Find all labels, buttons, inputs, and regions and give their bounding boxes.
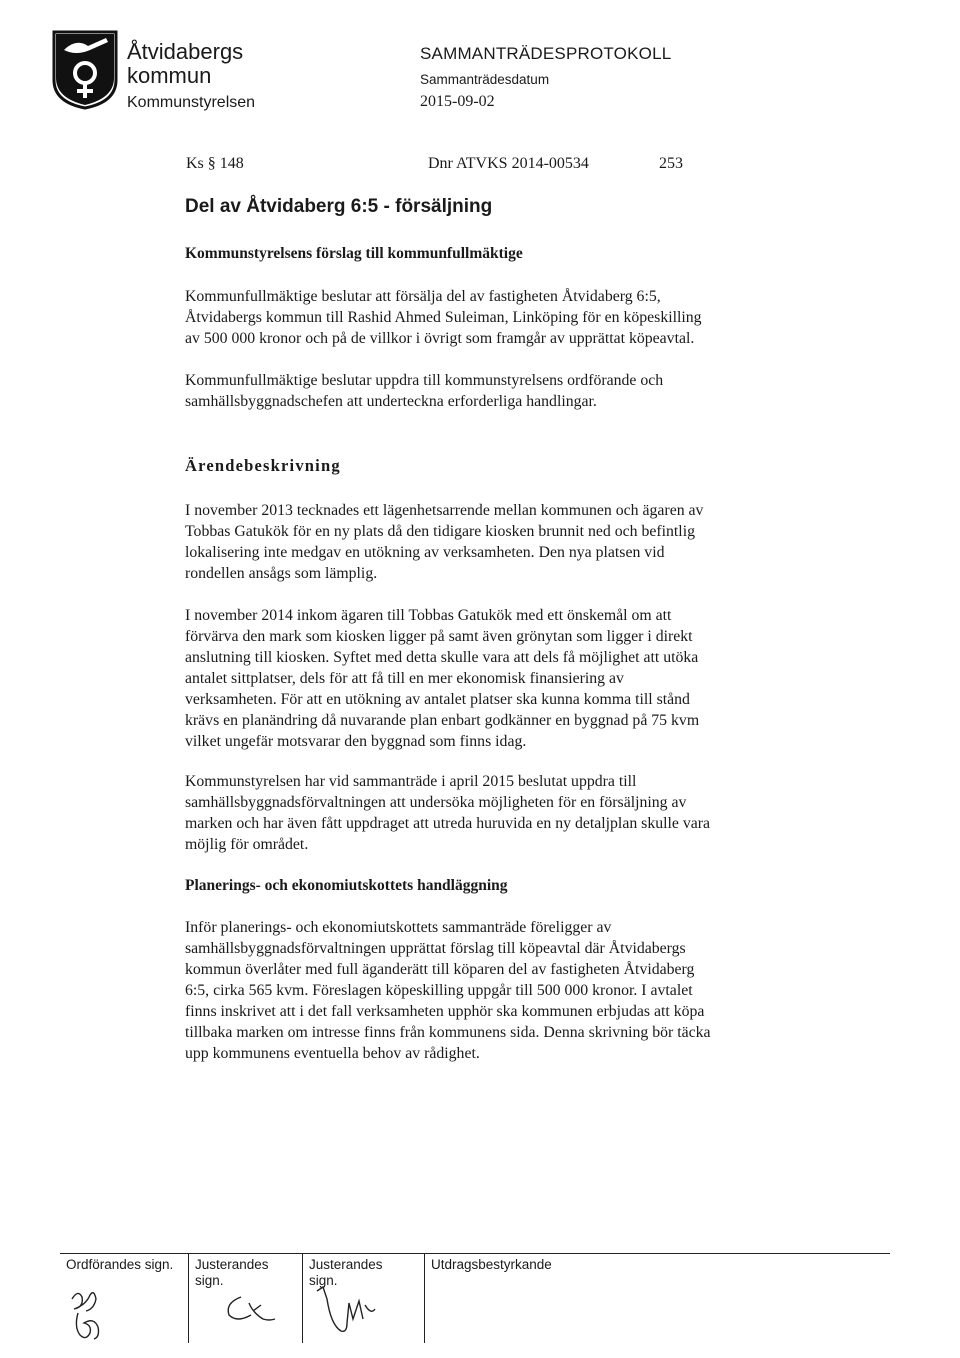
signature-footer (60, 1249, 890, 1349)
adjuster-signature-label-2b: sign. (309, 1273, 338, 1288)
text-line: 6:5, cirka 565 kvm. Föreslagen köpeskilling uppgår till 500 000 kronor. I avtalet (185, 982, 693, 999)
text-line: anslutning till kiosken. Syftet med detta skulle vara att dels få möjlighet att utöka (185, 649, 699, 666)
text-line: rondellen ansågs som lämplig. (185, 565, 378, 582)
page-title: Del av Åtvidaberg 6:5 - försäljning (185, 196, 493, 217)
text-line: marken och har även fått uppdraget att utreda huruvida en ny detaljplan skulle vara (185, 815, 711, 832)
text-line: tillbaka marken om intresse finns från kommunens sida. Denna skrivning bör täcka (185, 1024, 711, 1041)
committee-paragraph (185, 917, 785, 1064)
section-heading-committee-handling: Planerings- och ekonomiutskottets handläggning (185, 877, 508, 894)
text-line: samhällsbyggnadsförvaltningen att undersöka möjligheten för en försäljning av (185, 794, 687, 811)
proposal-paragraph-1 (185, 286, 785, 349)
text-line: samhällsbyggnadschefen att underteckna erforderliga handlingar. (185, 393, 597, 410)
text-line: I november 2014 inkom ägaren till Tobbas Gatukök med ett önskemål om att (185, 607, 672, 624)
case-paragraph-3 (185, 771, 785, 855)
text-line: finns inskrivet att i det fall verksamheten upphör ska kommunen erbjudas att köpa (185, 1003, 705, 1020)
chair-signature-icon (64, 1287, 128, 1343)
certification-cell (424, 1253, 724, 1343)
case-number: Ks § 148 (186, 155, 244, 172)
municipal-coat-of-arms-icon (50, 28, 122, 110)
case-paragraph-2 (185, 605, 785, 752)
adjuster-signature-label-1b: sign. (195, 1273, 224, 1288)
chair-signature-cell (60, 1253, 188, 1343)
text-line: antalet sittplatser, dels för att få till en mer ekonomisk finansiering av (185, 670, 624, 687)
section-heading-proposal: Kommunstyrelsens förslag till kommunfullmäktige (185, 245, 523, 262)
adjuster-signature-icon-2 (313, 1279, 383, 1339)
text-line: upp kommunens eventuella behov av rådighet. (185, 1045, 480, 1062)
text-line: förvärva den mark som kiosken ligger på samt även grönytan som ligger i direkt (185, 628, 693, 645)
date-label: Sammanträdesdatum (420, 72, 550, 87)
text-line: Tobbas Gatukök för en ny plats då den tidigare kiosken brunnit ned och befintlig (185, 523, 695, 540)
text-line: verksamheten. För att en utökning av antalet platser ska kunna komma till stånd (185, 691, 690, 708)
text-line: lokalisering inte medgav en utökning av verksamheten. Den nya platsen vid (185, 544, 665, 561)
case-paragraph-1 (185, 500, 785, 584)
certification-label: Utdragsbestyrkande (431, 1257, 552, 1272)
text-line: samhällsbyggnadsförvaltningen upprättat förslag till köpeavtal där Åtvidabergs (185, 940, 686, 957)
case-reference-row (186, 155, 706, 177)
text-line: av 500 000 kronor och på de villkor i övrigt som framgår av upprättat köpeavtal. (185, 330, 695, 347)
adjuster-signature-label-1a: Justerandes (195, 1257, 269, 1272)
text-line: kommun överlåter med full äganderätt till köparen del av fastigheten Åtvidaberg (185, 961, 695, 978)
section-heading-case-description: Ärendebeskrivning (185, 456, 341, 475)
chair-signature-label: Ordförandes sign. (66, 1257, 174, 1272)
text-line: I november 2013 tecknades ett lägenhetsarrende mellan kommunen och ägaren av (185, 502, 704, 519)
text-line: krävs en planändring då nuvarande plan enbart godkänner en byggnad på 75 kvm (185, 712, 700, 729)
text-line: Inför planerings- och ekonomiutskottets sammanträde föreligger av (185, 919, 612, 936)
diary-number: Dnr ATVKS 2014-00534 (428, 155, 589, 172)
organization-name: Åtvidabergs (127, 39, 244, 64)
text-line: möjlig för området. (185, 836, 309, 853)
text-line: vilket ungefär motsvarar den byggnad som finns idag. (185, 733, 527, 750)
text-line: Kommunfullmäktige beslutar att försälja del av fastigheten Åtvidaberg 6:5, (185, 288, 661, 305)
department-name: Kommunstyrelsen (127, 94, 256, 111)
proposal-paragraph-2 (185, 370, 785, 412)
text-line: Kommunfullmäktige beslutar uppdra till kommunstyrelsens ordförande och (185, 372, 664, 389)
text-line: Åtvidabergs kommun till Rashid Ahmed Suleiman, Linköping för en köpeskilling (185, 309, 702, 326)
meeting-date: 2015-09-02 (420, 93, 495, 110)
adjuster-signature-cell-1 (188, 1253, 302, 1343)
adjuster-signature-icon-1 (219, 1289, 283, 1329)
adjuster-signature-cell-2 (302, 1253, 424, 1343)
page-number: 253 (659, 155, 683, 172)
organization-name-line2: kommun (127, 63, 212, 88)
text-line: Kommunstyrelsen har vid sammanträde i april 2015 beslutat uppdra till (185, 773, 637, 790)
adjuster-signature-label-2a: Justerandes (309, 1257, 383, 1272)
document-type: SAMMANTRÄDESPROTOKOLL (420, 44, 672, 63)
